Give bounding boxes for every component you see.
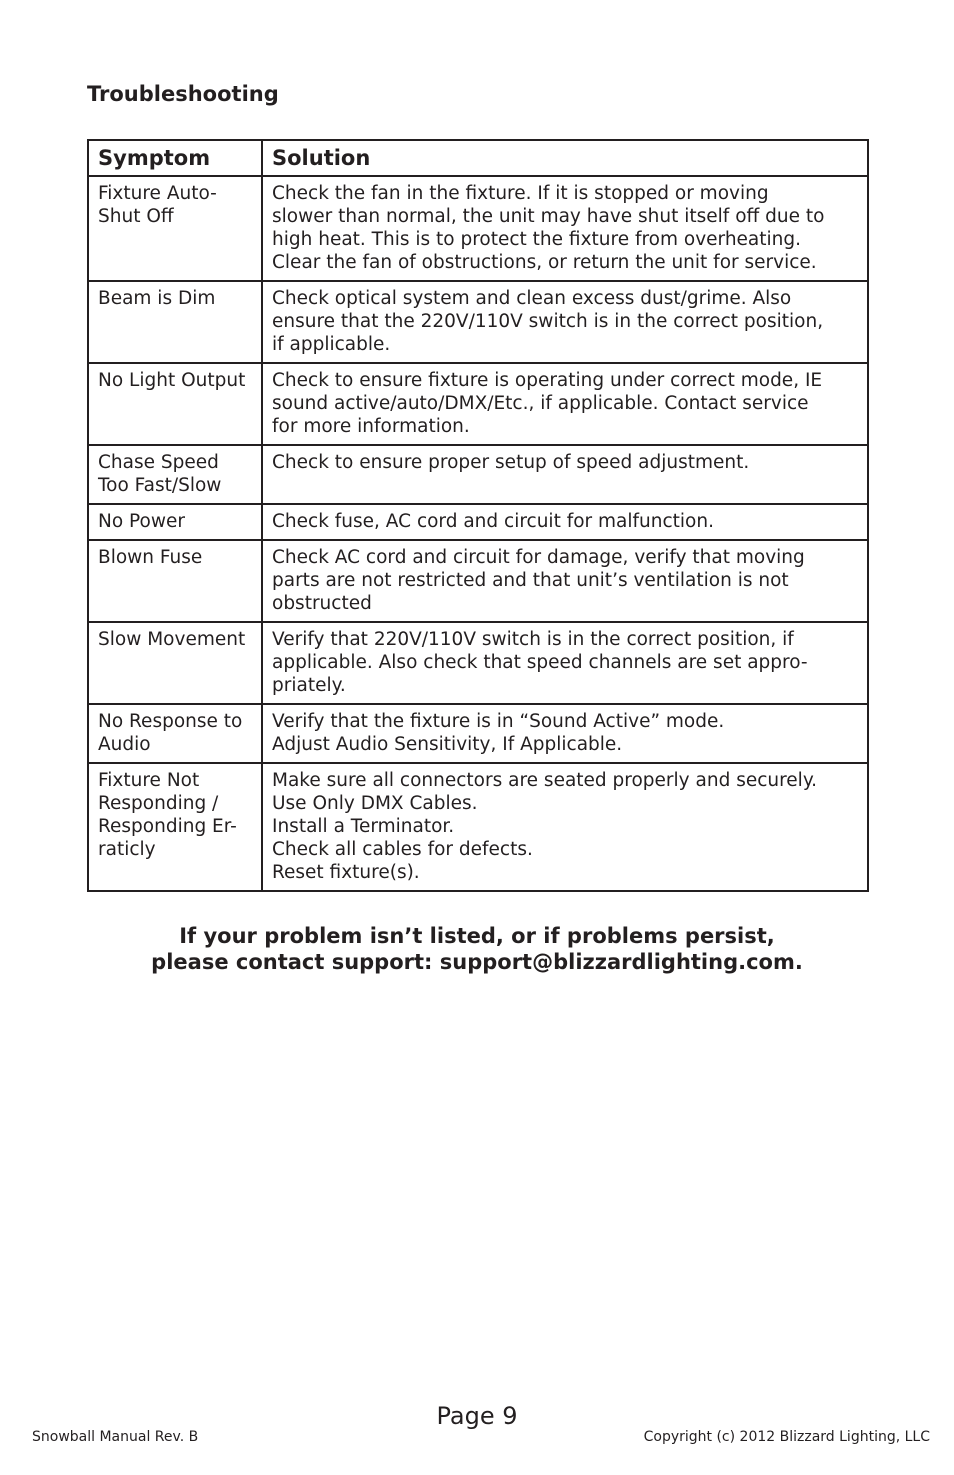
table-row bbox=[88, 622, 868, 704]
solution-text-line: Make sure all connectors are seated properly and securely. bbox=[272, 770, 818, 791]
solution-text-line: Check AC cord and circuit for damage, verify that moving bbox=[272, 547, 805, 568]
footer-manual-revision: Snowball Manual Rev. B bbox=[32, 1429, 199, 1445]
solution-text-line: Check the fan in the fixture. If it is stopped or moving bbox=[272, 183, 769, 204]
solution-cell bbox=[262, 763, 868, 891]
solution-cell bbox=[262, 704, 868, 763]
solution-text-line: Verify that 220V/110V switch is in the correct position, if bbox=[272, 629, 794, 650]
symptom-text-line: Chase Speed bbox=[98, 452, 219, 473]
symptom-cell bbox=[88, 540, 262, 622]
solution-text-line: applicable. Also check that speed channels are set appro- bbox=[272, 652, 808, 673]
symptom-text-line: Blown Fuse bbox=[98, 547, 203, 568]
contact-line-1: If your problem isn’t listed, or if problems persist, bbox=[179, 924, 775, 948]
solution-cell bbox=[262, 504, 868, 540]
symptom-cell bbox=[88, 363, 262, 445]
symptom-text-line: Responding Er- bbox=[98, 816, 237, 837]
symptom-text-line: No Response to bbox=[98, 711, 243, 732]
solution-text-line: obstructed bbox=[272, 593, 372, 614]
solution-text-line: parts are not restricted and that unit’s ventilation is not bbox=[272, 570, 789, 591]
solution-text-line: Check to ensure proper setup of speed adjustment. bbox=[272, 452, 750, 473]
table-row bbox=[88, 363, 868, 445]
symptom-cell bbox=[88, 622, 262, 704]
solution-cell bbox=[262, 176, 868, 281]
table-row bbox=[88, 540, 868, 622]
symptom-cell bbox=[88, 445, 262, 504]
solution-cell bbox=[262, 622, 868, 704]
symptom-cell bbox=[88, 281, 262, 363]
symptom-text-line: Responding / bbox=[98, 793, 219, 814]
footer-copyright: Copyright (c) 2012 Blizzard Lighting, LLC bbox=[643, 1429, 930, 1445]
symptom-column-header: Symptom bbox=[88, 140, 262, 176]
table-row bbox=[88, 281, 868, 363]
table-row bbox=[88, 504, 868, 540]
support-contact-notice bbox=[0, 923, 954, 975]
solution-cell bbox=[262, 445, 868, 504]
table-row bbox=[88, 176, 868, 281]
table-row bbox=[88, 704, 868, 763]
symptom-text-line: Fixture Not bbox=[98, 770, 200, 791]
solution-text-line: Adjust Audio Sensitivity, If Applicable. bbox=[272, 734, 623, 755]
solution-text-line: slower than normal, the unit may have shut itself off due to bbox=[272, 206, 825, 227]
solution-text-line: Check fuse, AC cord and circuit for malfunction. bbox=[272, 511, 714, 532]
table-header-row bbox=[88, 140, 868, 176]
symptom-text-line: Too Fast/Slow bbox=[98, 475, 222, 496]
symptom-cell bbox=[88, 504, 262, 540]
symptom-cell bbox=[88, 176, 262, 281]
table-row bbox=[88, 445, 868, 504]
section-title: Troubleshooting bbox=[87, 82, 279, 106]
solution-column-header: Solution bbox=[262, 140, 868, 176]
solution-cell bbox=[262, 540, 868, 622]
solution-cell bbox=[262, 363, 868, 445]
solution-text-line: for more information. bbox=[272, 416, 470, 437]
solution-text-line: Check all cables for defects. bbox=[272, 839, 533, 860]
solution-text-line: high heat. This is to protect the fixture from overheating. bbox=[272, 229, 802, 250]
symptom-text-line: Beam is Dim bbox=[98, 288, 216, 309]
solution-text-line: Install a Terminator. bbox=[272, 816, 455, 837]
symptom-cell bbox=[88, 704, 262, 763]
solution-text-line: ensure that the 220V/110V switch is in the correct position, bbox=[272, 311, 824, 332]
solution-text-line: Clear the fan of obstructions, or return the unit for service. bbox=[272, 252, 817, 273]
solution-text-line: sound active/auto/DMX/Etc., if applicable. Contact service bbox=[272, 393, 809, 414]
solution-text-line: Check to ensure fixture is operating under correct mode, IE bbox=[272, 370, 823, 391]
symptom-cell bbox=[88, 763, 262, 891]
solution-text-line: Verify that the fixture is in “Sound Active” mode. bbox=[272, 711, 725, 732]
symptom-text-line: Audio bbox=[98, 734, 151, 755]
solution-text-line: if applicable. bbox=[272, 334, 391, 355]
symptom-text-line: Slow Movement bbox=[98, 629, 246, 650]
troubleshooting-table bbox=[87, 139, 869, 892]
symptom-text-line: Fixture Auto- bbox=[98, 183, 217, 204]
solution-text-line: Reset fixture(s). bbox=[272, 862, 420, 883]
symptom-text-line: raticly bbox=[98, 839, 156, 860]
page-number: Page 9 bbox=[436, 1402, 518, 1430]
solution-text-line: Use Only DMX Cables. bbox=[272, 793, 478, 814]
symptom-text-line: No Light Output bbox=[98, 370, 246, 391]
solution-cell bbox=[262, 281, 868, 363]
symptom-text-line: No Power bbox=[98, 511, 185, 532]
table-row bbox=[88, 763, 868, 891]
contact-line-2: please contact support: support@blizzardlighting.com. bbox=[151, 950, 803, 974]
solution-text-line: priately. bbox=[272, 675, 346, 696]
solution-text-line: Check optical system and clean excess dust/grime. Also bbox=[272, 288, 792, 309]
symptom-text-line: Shut Off bbox=[98, 206, 174, 227]
